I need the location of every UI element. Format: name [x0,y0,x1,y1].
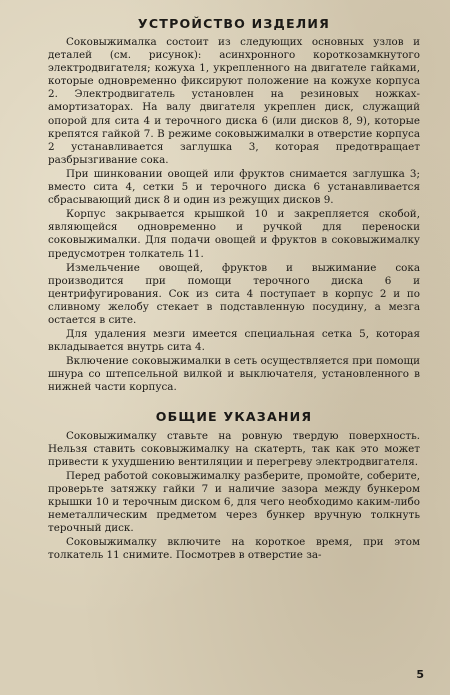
paragraph: Корпус закрывается крышкой 10 и закрепляется скобой, являющейся одновременно и ручкой для переноски соковыжималки. Для подачи овощей и фруктов в соковыжималку предусмотрен толкатель 11. [48,208,420,260]
paragraph: Перед работой соковыжималку разберите, промойте, соберите, проверьте затяжку гайки 7 и наличие зазора между бункером крышки 10 и терочным диском 6, для чего необходимо каким-либо неметаллическим предметом через бункер вручную толкнуть терочный диск. [48,469,420,535]
page-number: 5 [416,668,424,681]
paragraph: При шинковании овощей или фруктов снимается заглушка 3; вместо сита 4, сетки 5 и терочного диска 6 устанавливается сбрасывающий диск 8 и один из режущих дисков 9. [48,167,420,207]
section-heading-general-instructions: ОБЩИЕ УКАЗАНИЯ [155,408,313,424]
paragraph: Для удаления мезги имеется специальная сетка 5, которая вкладывается внутрь сита 4. [48,328,420,354]
paragraph: Включение соковыжималки в сеть осуществляется при помощи шнура со штепсельной вилкой и выключателя, установленного в нижней части корпуса. [48,355,420,394]
paragraph: Соковыжималку ставьте на ровную твердую поверхность. Нельзя ставить соковыжималку на скатерть, так как это может привести к ухудшению вентиляции и перегреву электродвигателя. [48,429,420,468]
paragraph: Измельчение овощей, фруктов и выжимание сока производится при помощи терочного диска 6 и центрифугирования. Сок из сита 4 поступает в корпус 2 и по сливному желобу стекает в подставленную посудину, а мезга остается в сите. [48,261,420,326]
paragraph: Соковыжималка состоит из следующих основных узлов и деталей (см. рисунок): асинхронного короткозамкнутого электродвигателя; кожуха 1, укрепленного на двигателе гайками, которые одновременно фиксируют положение на кожухе корпуса 2. Электродвигатель установлен на резиновых ножках-амортизаторах. На валу двигателя укреплен диск, служащий опорой для сита 4 и терочного диска 6 (или дисков 8, 9), которые крепятся гайкой 7. В режиме соковыжималки в отверстие корпуса 2 устанавливается заглушка 3, которая предотвращает разбрызгивание сока. [48,36,420,166]
section-heading-device-structure: УСТРОЙСТВО ИЗДЕЛИЯ [137,16,331,31]
paragraph: Соковыжималку включите на короткое время, при этом толкатель 11 снимите. Посмотрев в отверстие за- [48,536,420,562]
